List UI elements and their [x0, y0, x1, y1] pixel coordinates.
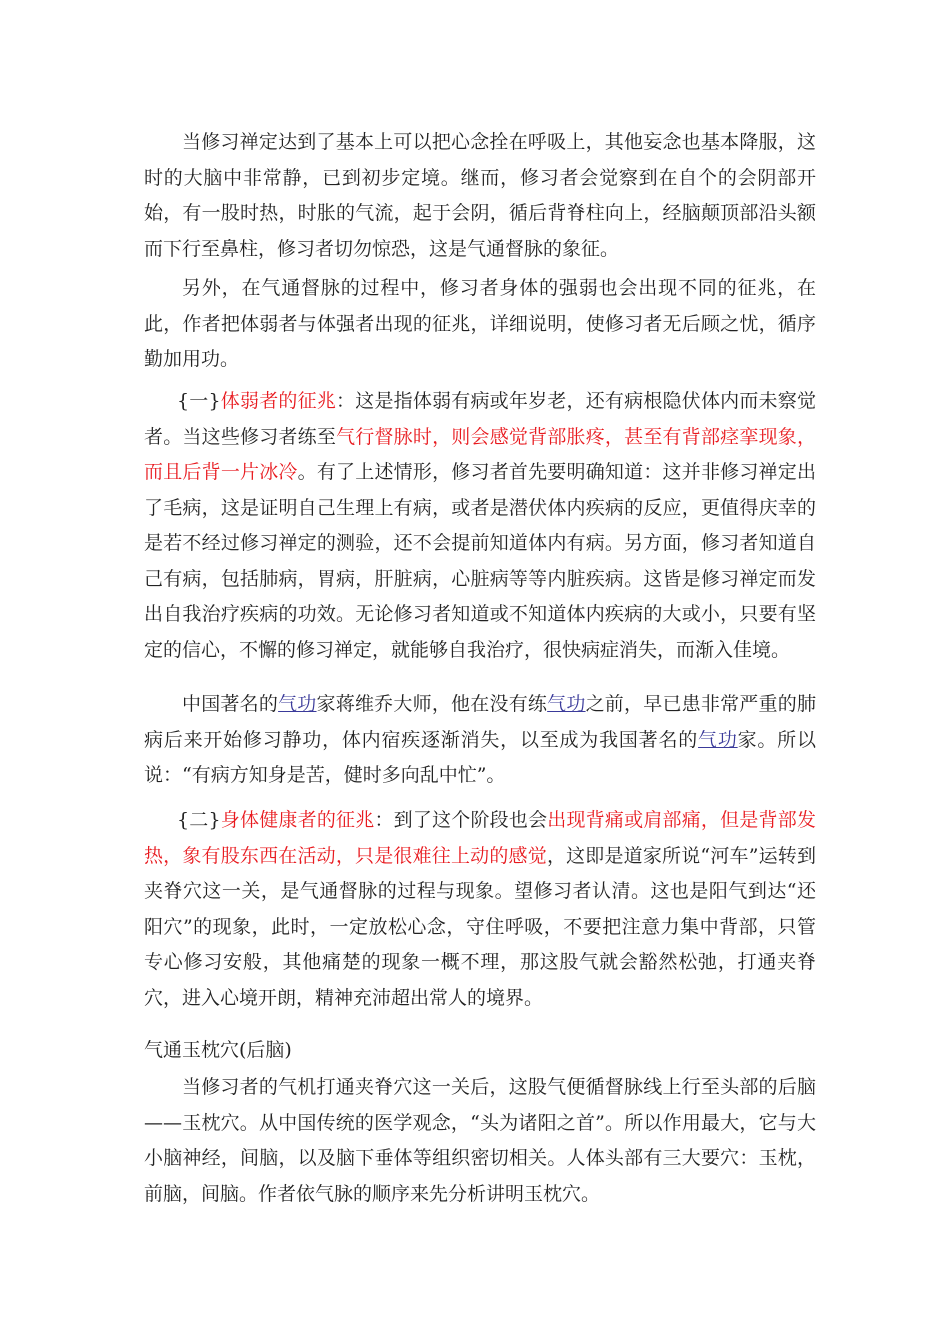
- paragraph-weak-body-signs: [144, 384, 816, 668]
- paragraph-text: 到了这个阶段也会: [393, 809, 548, 831]
- section-label-healthy: 身体健康者的征兆: [220, 809, 375, 831]
- paragraph-meditation-stage: [144, 125, 816, 267]
- section-marker: {一}: [177, 390, 221, 412]
- paragraph-text: 另外，在气通督脉的过程中，修习者身体的强弱也会出现不同的征兆，在此，作者把体弱者与体强者出现的征兆，详细说明，使修习者无后顾之忧，循序勤加用功。: [144, 277, 816, 370]
- paragraph-qigong-master: [144, 687, 816, 794]
- paragraph-text: 家。所以说：“有病方知身是苦，健时多向乱中忙”。: [144, 728, 816, 786]
- section-heading-yuzhen: 气通玉枕穴(后脑): [144, 1039, 292, 1061]
- paragraph-text: 当修习禅定达到了基本上可以把心念拴在呼吸上，其他妄念也基本降服，这时的大脑中非常静，已到初步定境。继而，修习者会觉察到在自个的会阴部开始，有一股时热，时胀的气流，起于会阴，循后背脊柱向上，经脑颠顶部沿头额而下行至鼻柱，修习者切勿惊恐，这是气通督脉的象征。: [144, 131, 816, 260]
- paragraph-text: 家蒋维乔大师，他在没有练: [316, 693, 548, 715]
- paragraph-text: ，这即是道家所说“河车”运转到夹脊穴这一关，是气通督脉的过程与现象。望修习者认清。这也是阳气到达“还阳穴”的现象，此时，一定放松心念，守住呼吸，不要把注意力集中背部，只管专心修习安般，其他痛楚的现象一概不理，那这股气就会豁然松弛，打通夹脊穴，进入心境开朗，精神充沛超出常人的境界。: [144, 844, 816, 1009]
- label-colon: ：: [336, 390, 356, 412]
- paragraph-text: 当修习者的气机打通夹脊穴这一关后，这股气便循督脉线上行至头部的后脑——玉枕穴。从中国传统的医学观念，“头为诸阳之首”。所以作用最大，它与大小脑神经，间脑，以及脑下垂体等组织密切相关。人体头部有三大要穴：玉枕，前脑，间脑。作者依气脉的顺序来先分析讲明玉枕穴。: [144, 1076, 816, 1205]
- section-marker: {二}: [177, 809, 221, 831]
- emphasis-text: 出现背痛或肩部痛，但是背部发热，象有股东西在活动，只是很难往上动的感觉: [144, 809, 816, 867]
- paragraph-yuzhen-point: [144, 1070, 816, 1212]
- paragraph-text: 。有了上述情形，修习者首先要明确知道：这并非修习禅定出了毛病，这是证明自己生理上有病，或者是潜伏体内疾病的反应，更值得庆幸的是若不经过修习禅定的测验，还不会提前知道体内有病。另方面，修习者知道自己有病，包括肺病，胃病，肝脏病，心脏病等等内脏疾病。这皆是修习禅定而发出自我治疗疾病的功效。无论修习者知道或不知道体内疾病的大或小，只要有坚定的信心，不懈的修习禅定，就能够自我治疗，很快病症消失，而渐入佳境。: [144, 461, 816, 661]
- paragraph-text: 之前，早已患非常严重的肺病后来开始修习静功，体内宿疾逐渐消失，以至成为我国著名的: [144, 693, 816, 751]
- qigong-link[interactable]: 气功: [547, 693, 586, 715]
- paragraph-text: 中国著名的: [182, 693, 279, 715]
- section-label-weak: 体弱者的征兆: [220, 390, 337, 412]
- label-colon: ：: [374, 809, 394, 831]
- paragraph-signs-intro: [144, 271, 816, 378]
- emphasis-text: 气行督脉时，则会感觉背部胀疼，甚至有背部痉挛现象，而且后背一片冰冷: [144, 425, 816, 483]
- paragraph-text: 这是指体弱有病或年岁老，还有病根隐伏体内而未察觉者。当这些修习者练至: [144, 390, 816, 448]
- qigong-link[interactable]: 气功: [698, 728, 738, 751]
- paragraph-healthy-body-signs: [144, 803, 816, 1016]
- qigong-link[interactable]: 气功: [278, 693, 317, 715]
